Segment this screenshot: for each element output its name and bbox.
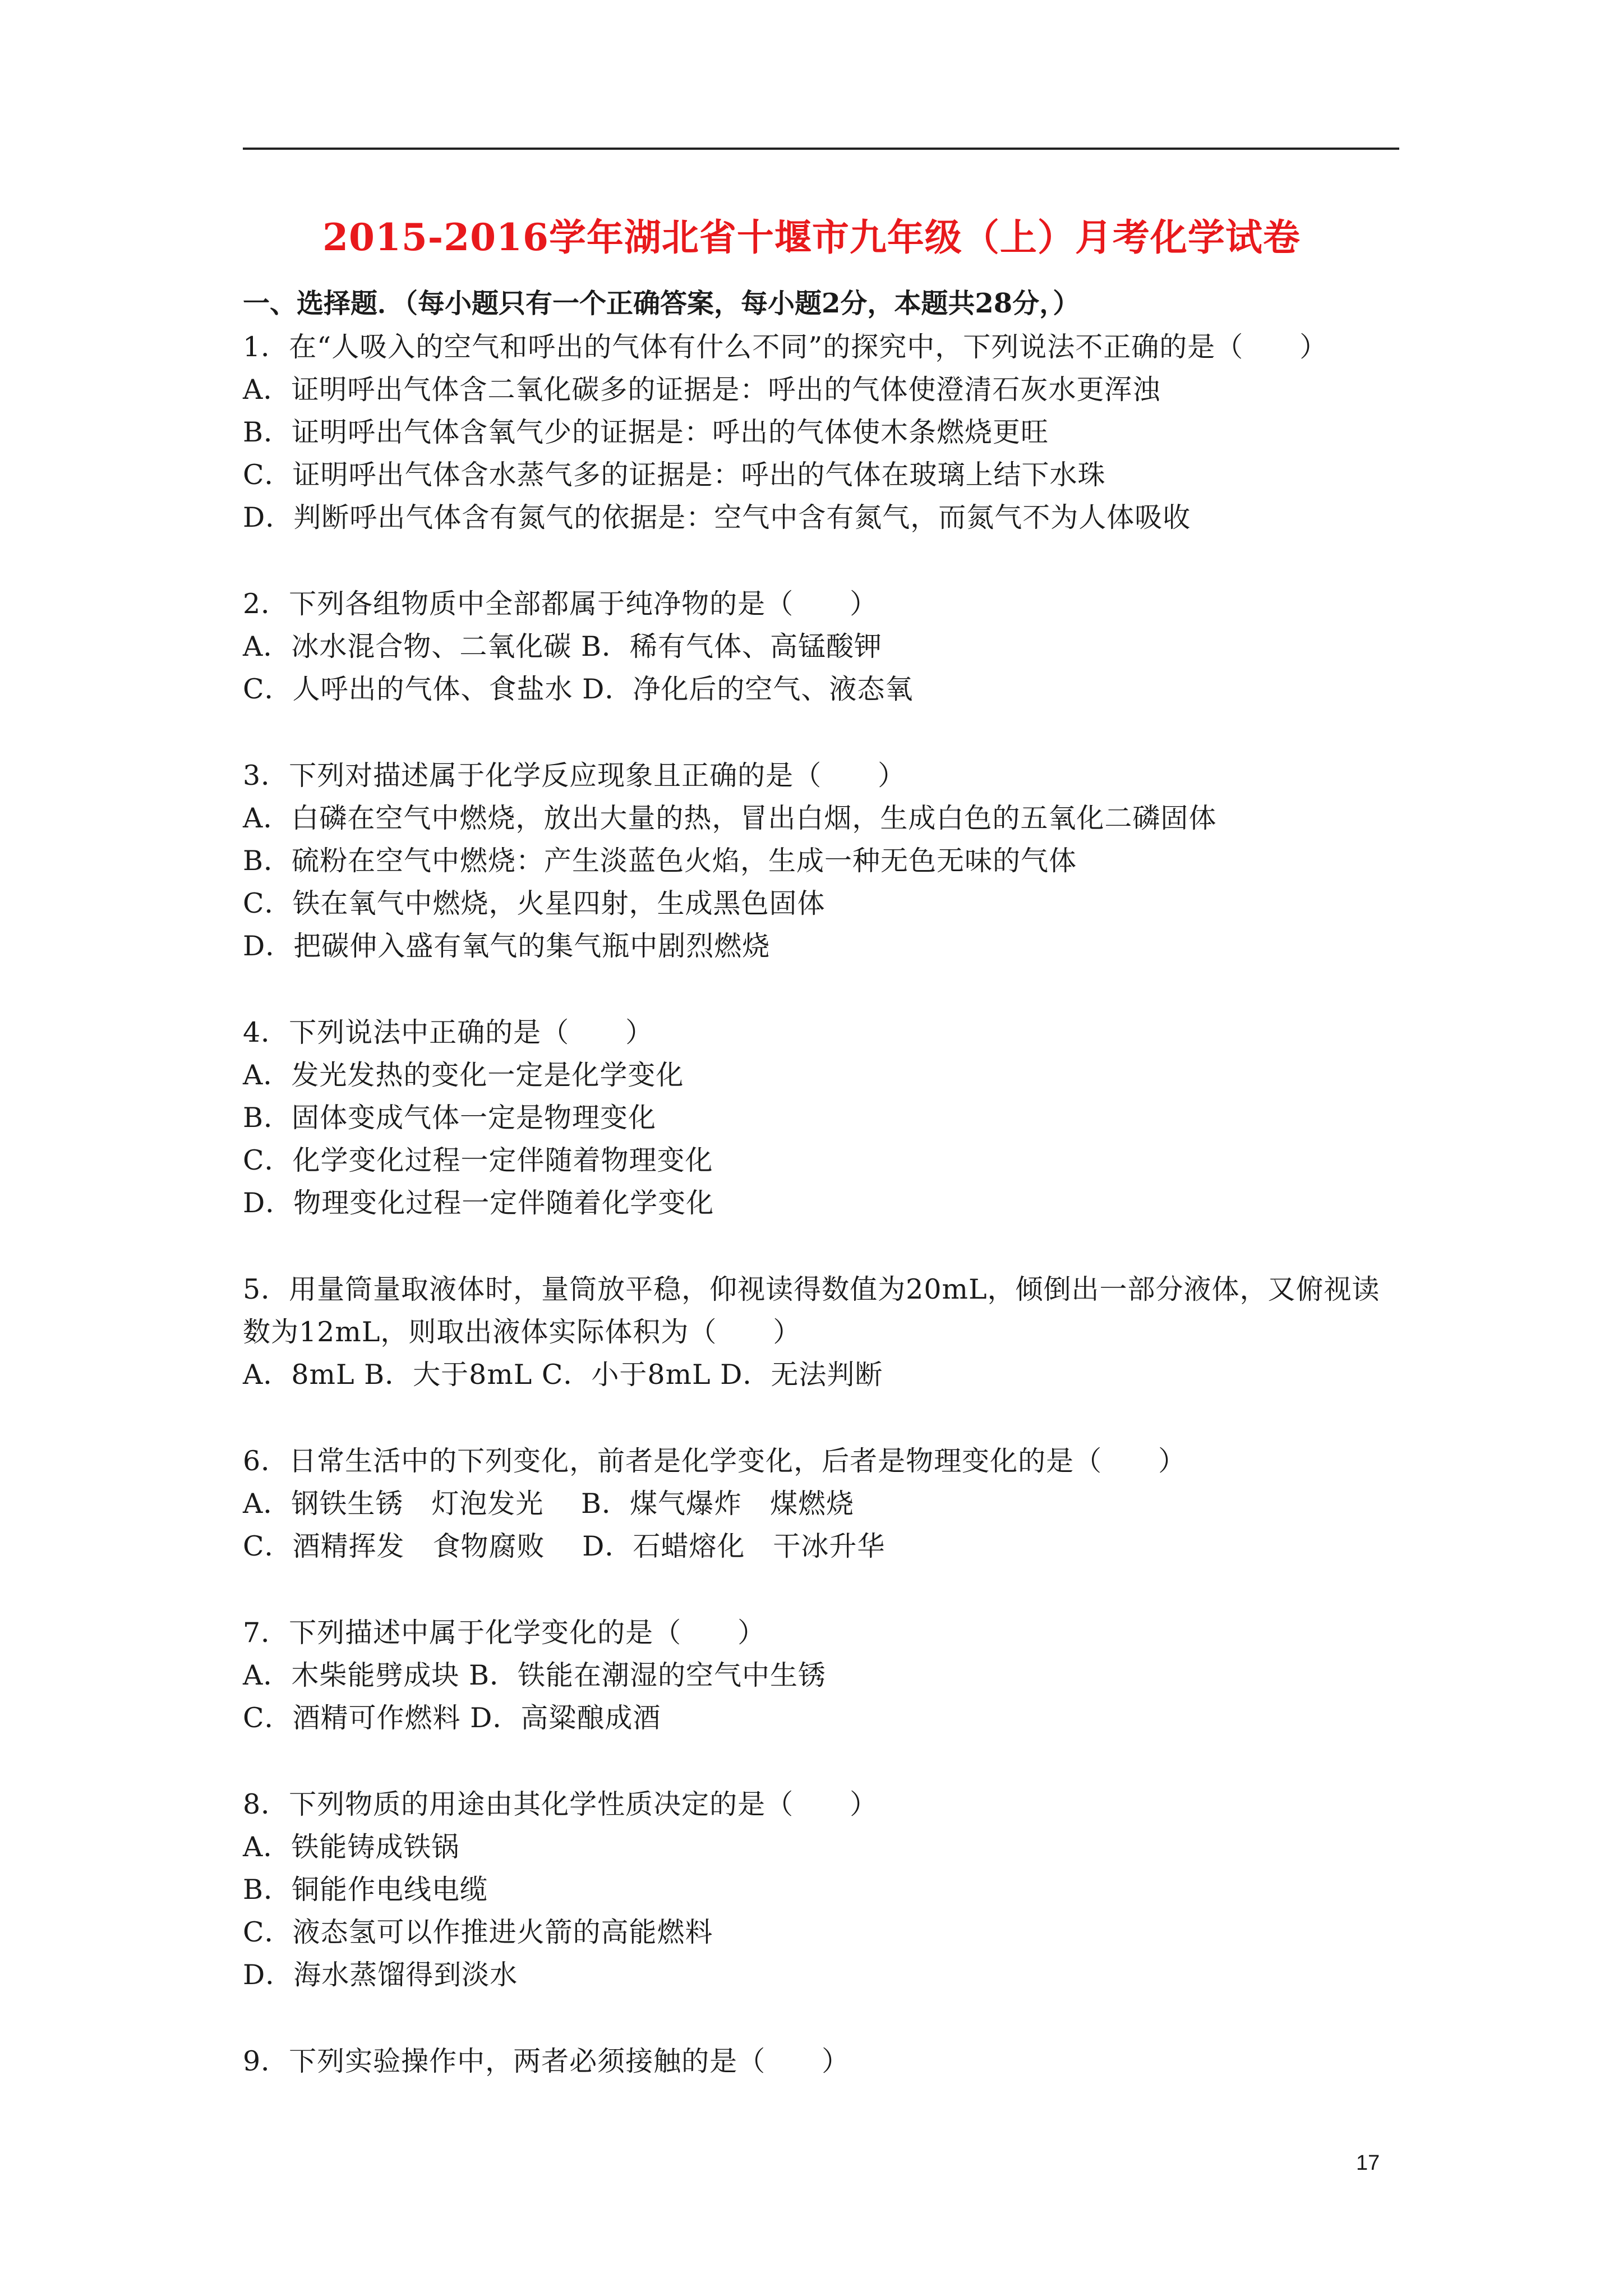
question-1: 1．在“人吸入的空气和呼出的气体有什么不同”的探究中，下列说法不正确的是（ ） — [243, 331, 1328, 363]
question-4-option-d: D．物理变化过程一定伴随着化学变化 — [243, 1187, 714, 1219]
question-6: 6．日常生活中的下列变化，前者是化学变化，后者是物理变化的是（ ） — [243, 1445, 1187, 1477]
question-3: 3．下列对描述属于化学反应现象且正确的是（ ） — [243, 760, 906, 792]
header-rule — [243, 148, 1399, 150]
question-4-option-b: B．固体变成气体一定是物理变化 — [243, 1102, 657, 1134]
question-5-options: A．8mL B．大于8mL C．小于8mL D．无法判断 — [243, 1359, 883, 1391]
question-3-option-c: C．铁在氧气中燃烧，火星四射，生成黑色固体 — [243, 887, 826, 919]
question-7: 7．下列描述中属于化学变化的是（ ） — [243, 1617, 766, 1649]
question-4-option-c: C．化学变化过程一定伴随着物理变化 — [243, 1144, 713, 1176]
question-3-option-b: B．硫粉在空气中燃烧：产生淡蓝色火焰，生成一种无色无味的气体 — [243, 845, 1077, 877]
question-4: 4．下列说法中正确的是（ ） — [243, 1016, 654, 1048]
question-1-option-d: D．判断呼出气体含有氮气的依据是：空气中含有氮气，而氮气不为人体吸收 — [243, 501, 1191, 533]
question-2-options-cd: C．人呼出的气体、食盐水 D．净化后的空气、液态氧 — [243, 673, 914, 705]
section-heading: 一、选择题．（每小题只有一个正确答案，每小题2分，本题共28分，） — [243, 288, 1080, 319]
question-8-option-c: C．液态氢可以作推进火箭的高能燃料 — [243, 1916, 713, 1948]
question-3-option-a: A．白磷在空气中燃烧，放出大量的热，冒出白烟，生成白色的五氧化二磷固体 — [243, 802, 1217, 834]
question-6-options-cd: C．酒精挥发 食物腐败 D．石蜡熔化 干冰升华 — [243, 1530, 886, 1562]
page-title: 2015-2016学年湖北省十堰市九年级（上）月考化学试卷 — [322, 215, 1301, 259]
question-8: 8．下列物质的用途由其化学性质决定的是（ ） — [243, 1788, 878, 1820]
question-5-continued: 数为12mL，则取出液体实际体积为（ ） — [243, 1316, 801, 1348]
question-1-option-b: B．证明呼出气体含氧气少的证据是：呼出的气体使木条燃烧更旺 — [243, 416, 1049, 448]
question-2-options-ab: A．冰水混合物、二氧化碳 B．稀有气体、高锰酸钾 — [243, 631, 882, 662]
question-1-option-c: C．证明呼出气体含水蒸气多的证据是：呼出的气体在玻璃上结下水珠 — [243, 459, 1106, 491]
question-4-option-a: A．发光发热的变化一定是化学变化 — [243, 1059, 684, 1091]
question-2: 2．下列各组物质中全部都属于纯净物的是（ ） — [243, 588, 878, 620]
page-number: 17 — [1356, 2151, 1380, 2175]
question-8-option-a: A．铁能铸成铁锅 — [243, 1831, 460, 1863]
question-7-options-ab: A．木柴能劈成块 B．铁能在潮湿的空气中生锈 — [243, 1659, 826, 1691]
question-7-options-cd: C．酒精可作燃料 D．高粱酿成酒 — [243, 1702, 661, 1734]
question-5: 5．用量筒量取液体时，量筒放平稳，仰视读得数值为20mL，倾倒出一部分液体，又俯视读 — [243, 1273, 1380, 1305]
question-6-options-ab: A．钢铁生锈 灯泡发光 B．煤气爆炸 煤燃烧 — [243, 1488, 854, 1520]
question-3-option-d: D．把碳伸入盛有氧气的集气瓶中剧烈燃烧 — [243, 930, 771, 962]
question-8-option-b: B．铜能作电线电缆 — [243, 1874, 488, 1906]
question-9: 9．下列实验操作中，两者必须接触的是（ ） — [243, 2045, 850, 2077]
question-8-option-d: D．海水蒸馏得到淡水 — [243, 1959, 518, 1991]
question-1-option-a: A．证明呼出气体含二氧化碳多的证据是：呼出的气体使澄清石灰水更浑浊 — [243, 374, 1161, 406]
